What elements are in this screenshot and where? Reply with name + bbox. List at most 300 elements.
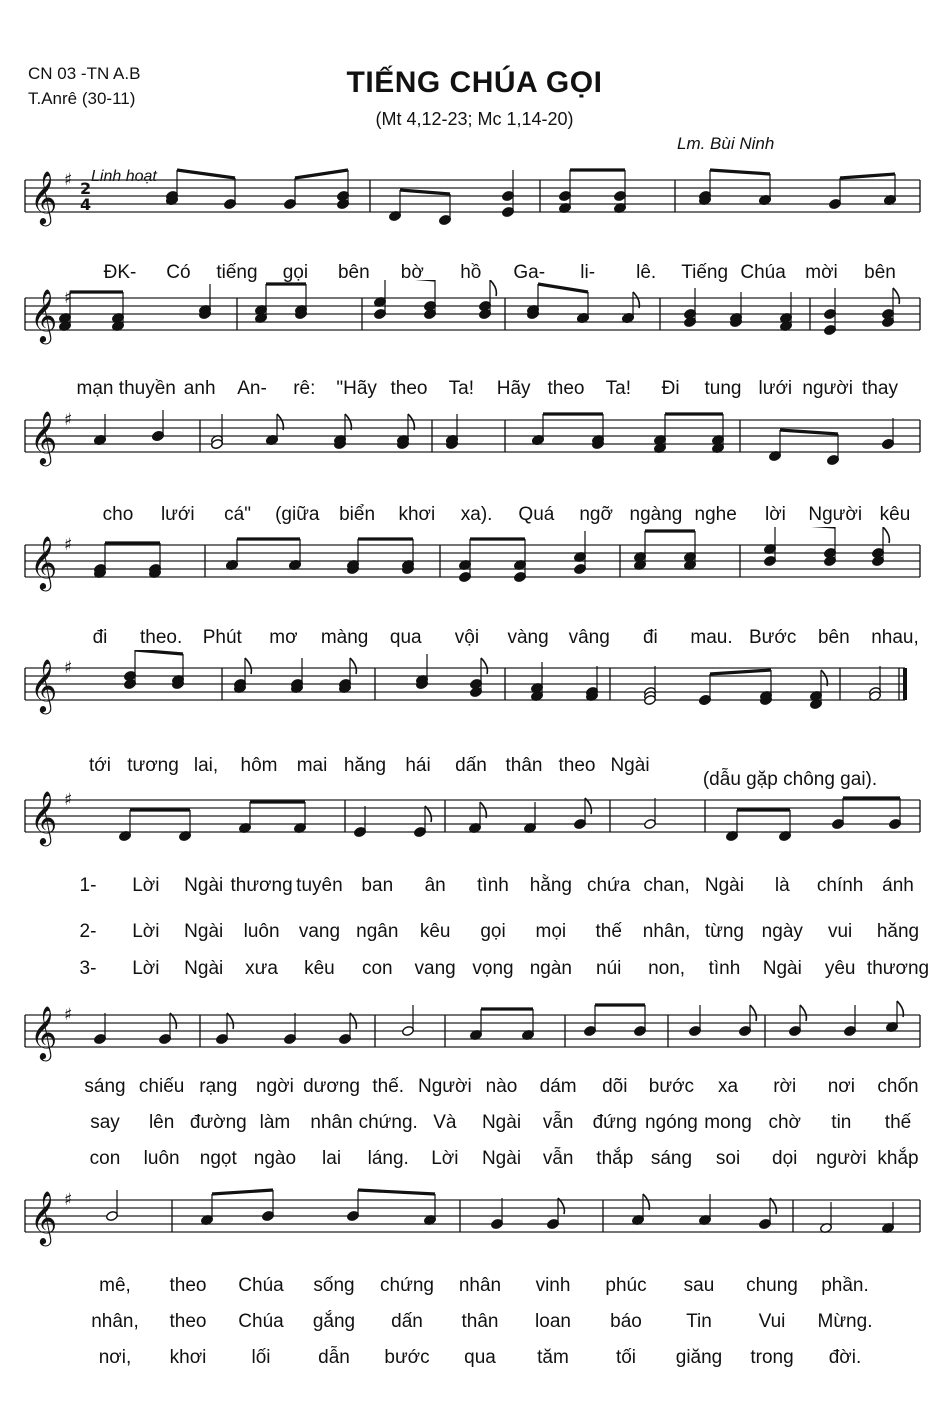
lyric-syllable: Ngài — [184, 921, 224, 942]
treble-clef-icon: 𝄞 — [30, 658, 58, 712]
lyric-syllable: say — [90, 1112, 120, 1133]
note — [684, 531, 697, 571]
note — [632, 1194, 650, 1226]
lyric-syllable: tung — [704, 378, 742, 399]
lyric-syllable: từng — [704, 921, 744, 942]
lyric-syllable: hăng — [343, 755, 387, 776]
lyric-syllable: thân — [505, 755, 543, 776]
lyric-syllable: ngân — [356, 921, 399, 942]
lyric-syllable: hồ — [460, 262, 482, 283]
verse-1-line-3 — [0, 1275, 949, 1303]
note — [789, 1005, 807, 1037]
lyric-syllable: lối — [251, 1347, 271, 1368]
note — [94, 1013, 107, 1045]
key-signature-sharp-icon: ♯ — [64, 535, 73, 555]
lyric-syllable: lai — [322, 1148, 342, 1169]
lyric-syllable: loan — [535, 1311, 571, 1332]
note — [294, 802, 307, 834]
lyric-syllable: (giữa — [275, 504, 320, 525]
lyric-syllable: trong — [750, 1347, 794, 1368]
note — [759, 174, 772, 206]
note — [779, 810, 792, 842]
lyric-syllable: Chúa — [238, 1311, 284, 1332]
note — [886, 1001, 904, 1033]
lyric-syllable: nhau, — [871, 627, 919, 648]
note — [532, 414, 545, 446]
lyric-syllable: Chúa — [740, 262, 786, 283]
refrain-line-2 — [0, 378, 949, 406]
lyric-syllable: ngào — [253, 1148, 297, 1169]
song-title: TIẾNG CHÚA GỌI — [346, 66, 603, 99]
note — [622, 292, 640, 324]
lyric-syllable: Hãy — [496, 378, 531, 399]
music-staff-5 — [0, 650, 949, 730]
lyric-syllable: lai, — [193, 755, 219, 776]
lyric-syllable: mời — [805, 262, 838, 283]
music-staff-1 — [0, 162, 949, 242]
treble-clef-icon: 𝄞 — [30, 288, 58, 342]
lyric-syllable: vội — [454, 627, 480, 648]
lyric-syllable: phần. — [821, 1275, 869, 1296]
treble-clef-icon: 𝄞 — [30, 170, 58, 224]
lyric-syllable: Tiếng — [681, 262, 729, 283]
note — [414, 806, 432, 838]
note — [614, 170, 627, 214]
lyric-syllable: láng. — [367, 1148, 409, 1169]
note — [769, 430, 782, 462]
beam — [177, 170, 235, 178]
note — [739, 1005, 757, 1037]
lyric-syllable: tin — [831, 1112, 852, 1133]
key-signature-sharp-icon: ♯ — [64, 658, 73, 678]
lyric-syllable: Ta! — [448, 378, 475, 399]
lyric-syllable: dẫn — [318, 1347, 350, 1368]
lyric-syllable: An- — [237, 378, 267, 399]
note — [699, 1194, 712, 1226]
feast-label: T.Anrê (30-11) — [28, 89, 136, 108]
lyric-syllable: đường — [189, 1112, 247, 1133]
lyric-syllable: tiếng — [216, 262, 258, 283]
note — [882, 1202, 895, 1234]
note — [446, 414, 459, 450]
note — [211, 414, 224, 450]
lyric-syllable: hôm — [240, 755, 278, 776]
lyric-syllable: lê. — [636, 262, 657, 283]
lyric-syllable: soi — [715, 1148, 741, 1169]
lyric-syllable: Ngài — [762, 958, 802, 979]
beam — [212, 1190, 273, 1194]
treble-clef-icon: 𝄞 — [30, 790, 58, 844]
lyric-syllable: lên — [148, 1112, 175, 1133]
note — [172, 654, 185, 690]
note — [491, 1198, 504, 1230]
lyric-syllable: thế — [595, 921, 622, 942]
note — [470, 1009, 483, 1041]
note — [354, 806, 367, 838]
lyric-syllable: nhân — [310, 1112, 353, 1133]
lyric-syllable: anh — [183, 378, 216, 399]
lyric-syllable: ngày — [761, 921, 803, 942]
note — [634, 1005, 647, 1037]
lyric-syllable: ngọt — [199, 1148, 237, 1169]
lyric-syllable: Ngài — [481, 1112, 522, 1133]
lyric-syllable: Đi — [661, 378, 680, 399]
lyric-syllable: tăm — [537, 1347, 569, 1368]
key-signature-sharp-icon: ♯ — [64, 1190, 73, 1210]
lyric-syllable: đi — [92, 627, 108, 648]
note — [547, 1198, 565, 1230]
refrain-line-1 — [0, 262, 949, 290]
verse-1-line-2 — [0, 1076, 949, 1104]
lyric-syllable: tối — [615, 1347, 637, 1368]
note — [689, 1005, 702, 1037]
note — [730, 292, 743, 328]
music-staff-2 — [0, 280, 949, 360]
lyric-syllable: tình — [477, 875, 509, 896]
lyric-syllable: ĐK- — [103, 262, 137, 283]
lyric-syllable: Tin — [686, 1311, 712, 1332]
lyric-syllable: vẫn — [542, 1112, 574, 1133]
lyric-syllable: Người — [808, 504, 863, 525]
lyric-syllable: nhân, — [642, 921, 691, 942]
lyric-syllable: ngàng — [629, 504, 683, 525]
lyric-syllable: lời — [765, 504, 786, 525]
beam — [710, 670, 771, 674]
lyric-syllable: chung — [746, 1275, 798, 1296]
lyric-syllable: chứa — [587, 875, 631, 896]
lyric-syllable: bên — [864, 262, 896, 283]
note — [699, 674, 712, 706]
lyric-syllable: chứng. — [358, 1112, 418, 1133]
beam — [840, 174, 895, 178]
lyric-syllable: kêu — [419, 921, 451, 942]
lyric-syllable: cho — [102, 504, 134, 525]
lyric-syllable: chính — [816, 875, 864, 896]
lyric-syllable: thuyền — [118, 378, 176, 399]
note — [764, 527, 777, 567]
lyric-syllable: Quá — [518, 504, 555, 525]
lyric-syllable: người — [816, 1148, 867, 1169]
note — [820, 1202, 833, 1234]
note — [827, 434, 840, 466]
lyric-syllable: yêu — [824, 958, 856, 979]
lyric-syllable: dương — [303, 1076, 361, 1097]
lyric-syllable: thắp — [596, 1148, 634, 1169]
lyric-syllable: đứng — [592, 1112, 637, 1133]
lyric-syllable: non, — [648, 958, 686, 979]
lyric-syllable: làm — [259, 1112, 291, 1133]
lyric-syllable: theo. — [140, 627, 183, 648]
lyric-syllable: 3- — [79, 958, 97, 979]
lyric-syllable: dám — [539, 1076, 577, 1097]
lyric-syllable: con — [361, 958, 393, 979]
lyric-syllable: mọi — [535, 921, 567, 942]
lyric-syllable: ngàn — [529, 958, 572, 979]
lyric-syllable: theo — [558, 755, 596, 776]
verse-2-line-1 — [0, 921, 949, 949]
note — [829, 178, 842, 210]
treble-clef-icon: 𝄞 — [30, 535, 58, 589]
lyric-syllable: lưới — [758, 378, 793, 399]
treble-clef-icon: 𝄞 — [30, 410, 58, 464]
verse-1-line-1 — [0, 875, 949, 903]
lyric-syllable: người — [802, 378, 853, 399]
note — [884, 174, 897, 206]
note — [402, 1005, 415, 1037]
beam — [358, 1190, 435, 1194]
lyric-syllable: qua — [464, 1347, 496, 1368]
lyric-syllable: xưa — [245, 958, 278, 979]
verse-2-line-2 — [0, 1112, 949, 1140]
note — [284, 1013, 297, 1045]
lyric-syllable: Ngài — [481, 1148, 522, 1169]
note — [424, 1194, 437, 1226]
note — [559, 170, 572, 214]
lyric-syllable: mau. — [690, 627, 733, 648]
lyric-syllable: chờ — [768, 1112, 801, 1133]
composer: Lm. Bùi Ninh — [677, 134, 775, 153]
lyric-syllable: ngóng — [645, 1112, 698, 1133]
lyric-syllable: phúc — [605, 1275, 647, 1296]
note — [844, 1005, 857, 1037]
lyric-syllable: con — [89, 1148, 121, 1169]
lyric-syllable: mong — [704, 1112, 752, 1133]
lyric-syllable: theo — [390, 378, 428, 399]
lyric-syllable: Ga- — [513, 262, 546, 283]
note — [574, 798, 592, 830]
lyric-syllable: biển — [339, 504, 376, 525]
lyric-syllable: vinh — [535, 1275, 571, 1296]
lyric-syllable: bên — [817, 627, 850, 648]
lyric-syllable: dõi — [602, 1076, 628, 1097]
lyric-syllable: thương — [230, 875, 293, 896]
note — [402, 539, 415, 575]
lyric-syllable: Người — [417, 1076, 472, 1097]
note — [439, 194, 452, 226]
note — [119, 810, 132, 842]
lyric-syllable: mạn — [76, 378, 114, 399]
lyric-syllable: xa — [718, 1076, 739, 1097]
lyric-syllable: luôn — [243, 921, 280, 942]
lyric-syllable: thương — [866, 958, 930, 979]
lyric-syllable: lưới — [160, 504, 195, 525]
lyric-syllable: Có — [166, 262, 191, 283]
lyric-syllable: núi — [596, 958, 622, 979]
lyric-syllable: sáng — [650, 1148, 693, 1169]
lyric-syllable: gọi — [480, 921, 506, 942]
lyric-syllable: sống — [313, 1275, 355, 1296]
lyric-syllable: Và — [433, 1112, 457, 1133]
tempo-marking: Linh hoạt — [91, 168, 157, 185]
lyric-syllable: cá" — [224, 504, 251, 525]
lyric-syllable: nhân, — [91, 1311, 139, 1332]
lyric-syllable: vàng — [507, 627, 549, 648]
lyric-syllable: sáng — [84, 1076, 126, 1097]
music-staff-4 — [0, 527, 949, 607]
lyric-syllable: thế — [884, 1112, 912, 1133]
lyric-syllable: Ngài — [184, 875, 224, 896]
lyric-syllable: tình — [708, 958, 741, 979]
beam — [780, 430, 838, 434]
note — [337, 170, 350, 210]
scripture-reference: (Mt 4,12-23; Mc 1,14-20) — [375, 109, 574, 129]
music-staff-6 — [0, 782, 949, 862]
note — [522, 1009, 535, 1041]
note — [684, 288, 697, 328]
lyric-syllable: bước — [384, 1347, 430, 1368]
time-signature-top: 2 — [80, 179, 92, 198]
lyric-syllable: chan, — [643, 875, 690, 896]
lyric-syllable: tuyên — [296, 875, 343, 896]
lyric-syllable: 2- — [79, 921, 97, 942]
lyric-syllable: vâng — [568, 627, 610, 648]
beam — [400, 190, 450, 194]
time-signature-bottom: 4 — [80, 195, 92, 214]
lyric-syllable: (dẫu gặp chông gai). — [702, 769, 878, 790]
note — [634, 531, 647, 571]
lyric-syllable: là — [774, 875, 790, 896]
lyric-syllable: vẫn — [542, 1148, 574, 1169]
beam — [710, 170, 770, 174]
verse-3-line-3 — [0, 1347, 949, 1375]
note — [201, 1194, 214, 1226]
note — [266, 414, 284, 446]
note — [159, 1013, 177, 1045]
note — [644, 666, 657, 706]
lyric-syllable: Ngài — [184, 958, 224, 979]
note — [760, 670, 773, 706]
verse-2-line-3 — [0, 1311, 949, 1339]
note — [289, 539, 302, 571]
lyric-syllable: nơi — [827, 1076, 855, 1097]
key-signature-sharp-icon: ♯ — [64, 410, 73, 430]
lyric-syllable: hăng — [876, 921, 920, 942]
lyric-syllable: giăng — [675, 1347, 723, 1368]
lyric-syllable: mai — [296, 755, 328, 776]
lyric-syllable: bước — [648, 1076, 695, 1097]
note — [644, 798, 657, 830]
lyric-syllable: tới — [89, 755, 111, 776]
lyric-syllable: chiếu — [138, 1076, 185, 1097]
lyric-syllable: Mừng. — [817, 1311, 873, 1332]
note — [239, 802, 252, 834]
note — [262, 1190, 275, 1222]
note — [889, 798, 902, 830]
lyric-syllable: Lời — [431, 1148, 459, 1169]
lyric-syllable: ân — [424, 875, 446, 896]
lyric-syllable: luôn — [143, 1148, 180, 1169]
lyric-syllable: đi — [642, 627, 658, 648]
lyric-syllable: dấn — [391, 1311, 423, 1332]
note — [106, 1190, 119, 1222]
lyric-syllable: báo — [610, 1311, 642, 1332]
lyric-syllable: kêu — [304, 958, 335, 979]
lyric-syllable: màng — [320, 627, 369, 648]
key-signature-sharp-icon: ♯ — [64, 1005, 73, 1025]
lyric-syllable: ngời — [256, 1076, 294, 1097]
lyric-syllable: theo — [169, 1311, 207, 1332]
lyric-syllable: dấn — [455, 755, 487, 776]
note — [339, 1013, 357, 1045]
lyric-syllable: rạng — [199, 1076, 238, 1097]
note — [524, 802, 537, 834]
lyric-syllable: mê, — [99, 1275, 131, 1296]
note — [124, 650, 137, 690]
note — [284, 178, 297, 210]
lyric-syllable: chứng — [380, 1275, 434, 1296]
note — [469, 802, 487, 834]
lyric-syllable: ánh — [882, 875, 914, 896]
treble-clef-icon: 𝄞 — [30, 1005, 58, 1059]
treble-clef-icon: 𝄞 — [30, 1190, 58, 1244]
lyric-syllable: nào — [485, 1076, 518, 1097]
lyric-syllable: Lời — [132, 958, 160, 979]
note — [759, 1198, 777, 1230]
lyric-syllable: khơi — [169, 1347, 207, 1368]
lyric-syllable: Bước — [749, 627, 797, 648]
lyric-syllable: ngỡ — [579, 504, 613, 525]
note — [347, 1190, 360, 1222]
lyric-syllable: Lời — [132, 875, 160, 896]
note — [577, 292, 590, 324]
note — [882, 418, 895, 450]
lyric-syllable: vọng — [472, 958, 514, 979]
note — [94, 414, 107, 446]
verse-3-line-1 — [0, 958, 949, 986]
refrain-line-3 — [0, 504, 949, 532]
note — [216, 1013, 234, 1045]
lyric-syllable: gắng — [312, 1311, 356, 1332]
lyric-syllable: sau — [683, 1275, 715, 1296]
lyric-syllable: nhân — [458, 1275, 502, 1296]
lyric-syllable: Ngài — [704, 875, 744, 896]
lyric-syllable: 1- — [79, 875, 97, 896]
lyric-syllable: bên — [337, 262, 370, 283]
lyric-syllable: thế. — [372, 1076, 405, 1097]
lyric-syllable: thân — [461, 1311, 499, 1332]
lyric-syllable: đời. — [828, 1347, 862, 1368]
note — [824, 288, 837, 336]
lyric-syllable: khơi — [398, 504, 436, 525]
lyric-syllable: tương — [127, 755, 179, 776]
note — [592, 414, 605, 450]
lyric-syllable: vui — [827, 921, 853, 942]
beam — [295, 170, 348, 178]
lyric-syllable: Vui — [758, 1311, 786, 1332]
note — [152, 410, 165, 442]
note — [416, 654, 429, 690]
note — [389, 190, 402, 222]
note — [832, 798, 845, 830]
lyric-syllable: Chúa — [238, 1275, 284, 1296]
note — [726, 810, 739, 842]
song-code: CN 03 -TN A.B — [28, 64, 141, 83]
lyric-syllable: nghe — [694, 504, 737, 525]
note — [824, 527, 837, 567]
key-signature-sharp-icon: ♯ — [64, 790, 73, 810]
lyric-syllable: chốn — [877, 1076, 919, 1097]
lyric-syllable: xa). — [460, 504, 493, 525]
note — [224, 178, 237, 210]
refrain-line-4 — [0, 627, 949, 655]
lyric-syllable: nơi, — [98, 1347, 132, 1368]
lyric-syllable: khắp — [877, 1148, 919, 1169]
note — [502, 170, 515, 218]
note — [226, 539, 239, 571]
note — [584, 1005, 597, 1037]
lyric-syllable: ban — [361, 875, 394, 896]
music-staff-7 — [0, 997, 949, 1077]
